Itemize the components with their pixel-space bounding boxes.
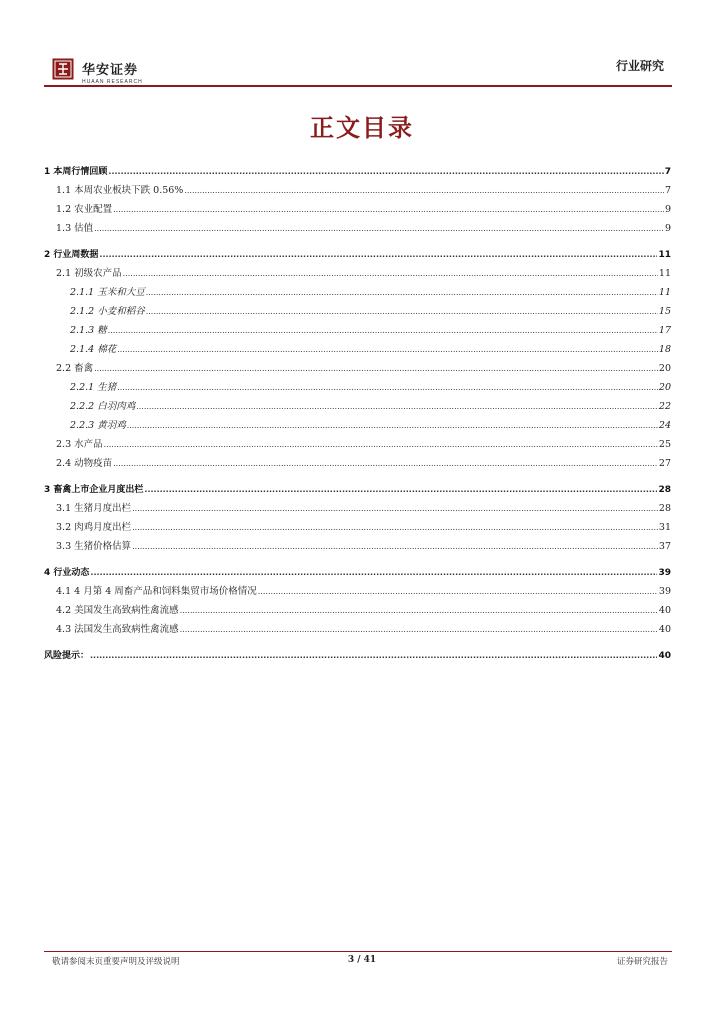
toc-entry-page: 39 (658, 586, 671, 597)
toc-entry[interactable] (44, 260, 671, 279)
toc-entry-label: 1 本周行情回顾 (44, 167, 108, 177)
toc-dot-leader (136, 401, 658, 412)
toc-entry[interactable] (44, 177, 671, 196)
toc-entry-label: 2.1.3 糖 (70, 325, 107, 336)
toc-entry[interactable] (44, 298, 671, 317)
toc-entry-label: 2.2.2 白羽肉鸡 (70, 401, 136, 412)
toc-entry-label: 2.1 初级农产品 (56, 268, 122, 279)
toc-entry-page: 28 (658, 503, 671, 514)
page-title: 正文目录 (310, 113, 414, 142)
toc-dot-leader (123, 268, 658, 279)
toc-entry-page: 39 (658, 568, 671, 578)
toc-entry[interactable] (44, 412, 671, 431)
toc-entry[interactable] (44, 533, 671, 552)
footer-disclaimer: 敬请参阅末页重要声明及评级说明 (52, 957, 180, 967)
toc-dot-leader (99, 249, 657, 260)
toc-entry-page: 37 (658, 541, 671, 552)
huaan-logo-icon (52, 58, 74, 80)
toc-entry-page: 24 (658, 420, 671, 431)
toc-entry[interactable] (44, 578, 671, 597)
toc-entry-label: 2.2.1 生猪 (70, 382, 117, 393)
toc-entry-label: 1.1 本周农业板块下跌 0.56% (56, 185, 184, 196)
toc-entry[interactable] (44, 559, 671, 578)
toc-dot-leader (94, 363, 658, 374)
toc-entry-label: 2.3 水产品 (56, 439, 103, 450)
toc-dot-leader (113, 458, 658, 469)
toc-entry[interactable] (44, 450, 671, 469)
toc-entry[interactable] (44, 642, 671, 661)
report-category: 行业研究 (615, 59, 664, 73)
toc-entry-page: 40 (658, 605, 671, 616)
toc-entry-label: 2.1.1 玉米和大豆 (70, 287, 145, 298)
toc-entry-page: 17 (658, 325, 671, 336)
toc-entry[interactable] (44, 393, 671, 412)
toc-entry-page: 15 (658, 306, 671, 317)
toc-dot-leader (258, 586, 658, 597)
toc-dot-leader (132, 503, 658, 514)
toc-dot-leader (132, 522, 658, 533)
toc-dot-leader (132, 541, 658, 552)
toc-entry-page: 20 (658, 382, 671, 393)
logo-cn-text: 华安证券 (82, 63, 139, 78)
toc-entry[interactable] (44, 279, 671, 298)
toc-dot-leader (184, 185, 664, 196)
toc-entry-label: 1.2 农业配置 (56, 204, 113, 215)
header-divider (44, 85, 672, 87)
toc-entry-page: 20 (658, 363, 671, 374)
toc-entry-page: 7 (664, 167, 671, 177)
toc-dot-leader (113, 204, 664, 215)
toc-entry-page: 22 (658, 401, 671, 412)
toc-entry-page: 11 (658, 268, 671, 279)
toc-entry-page: 25 (658, 439, 671, 450)
toc-entry[interactable] (44, 597, 671, 616)
toc-entry[interactable] (44, 431, 671, 450)
toc-entry-label: 风险提示： (44, 651, 90, 661)
toc-dot-leader (117, 382, 658, 393)
toc-entry-page: 40 (658, 651, 671, 661)
toc-entry-label: 4.3 法国发生高致病性禽流感 (56, 624, 179, 635)
toc-entry[interactable] (44, 317, 671, 336)
toc-entry-label: 3.2 肉鸡月度出栏 (56, 522, 132, 533)
toc-entry-label: 3 畜禽上市企业月度出栏 (44, 485, 144, 495)
footer-divider (44, 951, 672, 952)
toc-entry-label: 2.2.3 黄羽鸡 (70, 420, 126, 431)
table-of-contents (44, 151, 671, 661)
toc-dot-leader (90, 567, 657, 578)
toc-dot-leader (90, 650, 657, 661)
toc-entry-label: 1.3 估值 (56, 223, 94, 234)
toc-dot-leader (180, 605, 658, 616)
toc-entry-label: 2.2 畜禽 (56, 363, 94, 374)
toc-entry-label: 2.1.4 棉花 (70, 344, 117, 355)
toc-entry[interactable] (44, 374, 671, 393)
toc-dot-leader (108, 325, 658, 336)
toc-entry[interactable] (44, 196, 671, 215)
toc-entry-label: 4.1 4 月第 4 周畜产品和饲料集贸市场价格情况 (56, 586, 257, 597)
toc-entry[interactable] (44, 215, 671, 234)
toc-dot-leader (127, 420, 658, 431)
toc-entry-page: 7 (664, 185, 671, 196)
toc-dot-leader (117, 344, 658, 355)
toc-entry-label: 3.1 生猪月度出栏 (56, 503, 132, 514)
toc-entry-page: 18 (658, 344, 671, 355)
toc-dot-leader (146, 306, 658, 317)
footer-report-type: 证券研究报告 (616, 957, 668, 967)
toc-entry[interactable] (44, 158, 671, 177)
toc-dot-leader (144, 484, 657, 495)
toc-entry-page: 31 (658, 522, 671, 533)
toc-entry[interactable] (44, 336, 671, 355)
toc-entry[interactable] (44, 241, 671, 260)
toc-entry-page: 11 (658, 250, 671, 260)
toc-dot-leader (108, 166, 663, 177)
toc-entry-page: 9 (664, 223, 671, 234)
toc-entry-label: 2 行业周数据 (44, 250, 99, 260)
toc-entry-page: 40 (658, 624, 671, 635)
toc-dot-leader (94, 223, 664, 234)
toc-entry-label: 2.4 动物疫苗 (56, 458, 113, 469)
toc-entry[interactable] (44, 514, 671, 533)
toc-entry-label: 4 行业动态 (44, 568, 90, 578)
toc-entry-page: 11 (658, 287, 671, 298)
toc-entry[interactable] (44, 476, 671, 495)
toc-dot-leader (146, 287, 658, 298)
page-header (52, 55, 672, 87)
logo-en-text: HUAAN RESEARCH (82, 79, 143, 85)
toc-entry[interactable] (44, 355, 671, 374)
toc-dot-leader (104, 439, 658, 450)
toc-entry-page: 9 (664, 204, 671, 215)
toc-dot-leader (180, 624, 658, 635)
toc-entry-label: 3.3 生猪价格估算 (56, 541, 132, 552)
toc-entry[interactable] (44, 616, 671, 635)
toc-entry[interactable] (44, 495, 671, 514)
page-number: 3 / 41 (347, 955, 377, 965)
logo-wordmark (82, 59, 143, 85)
toc-entry-label: 4.2 美国发生高致病性禽流感 (56, 605, 179, 616)
toc-entry-label: 2.1.2 小麦和稻谷 (70, 306, 145, 317)
toc-entry-page: 27 (658, 458, 671, 469)
toc-entry-page: 28 (658, 485, 671, 495)
